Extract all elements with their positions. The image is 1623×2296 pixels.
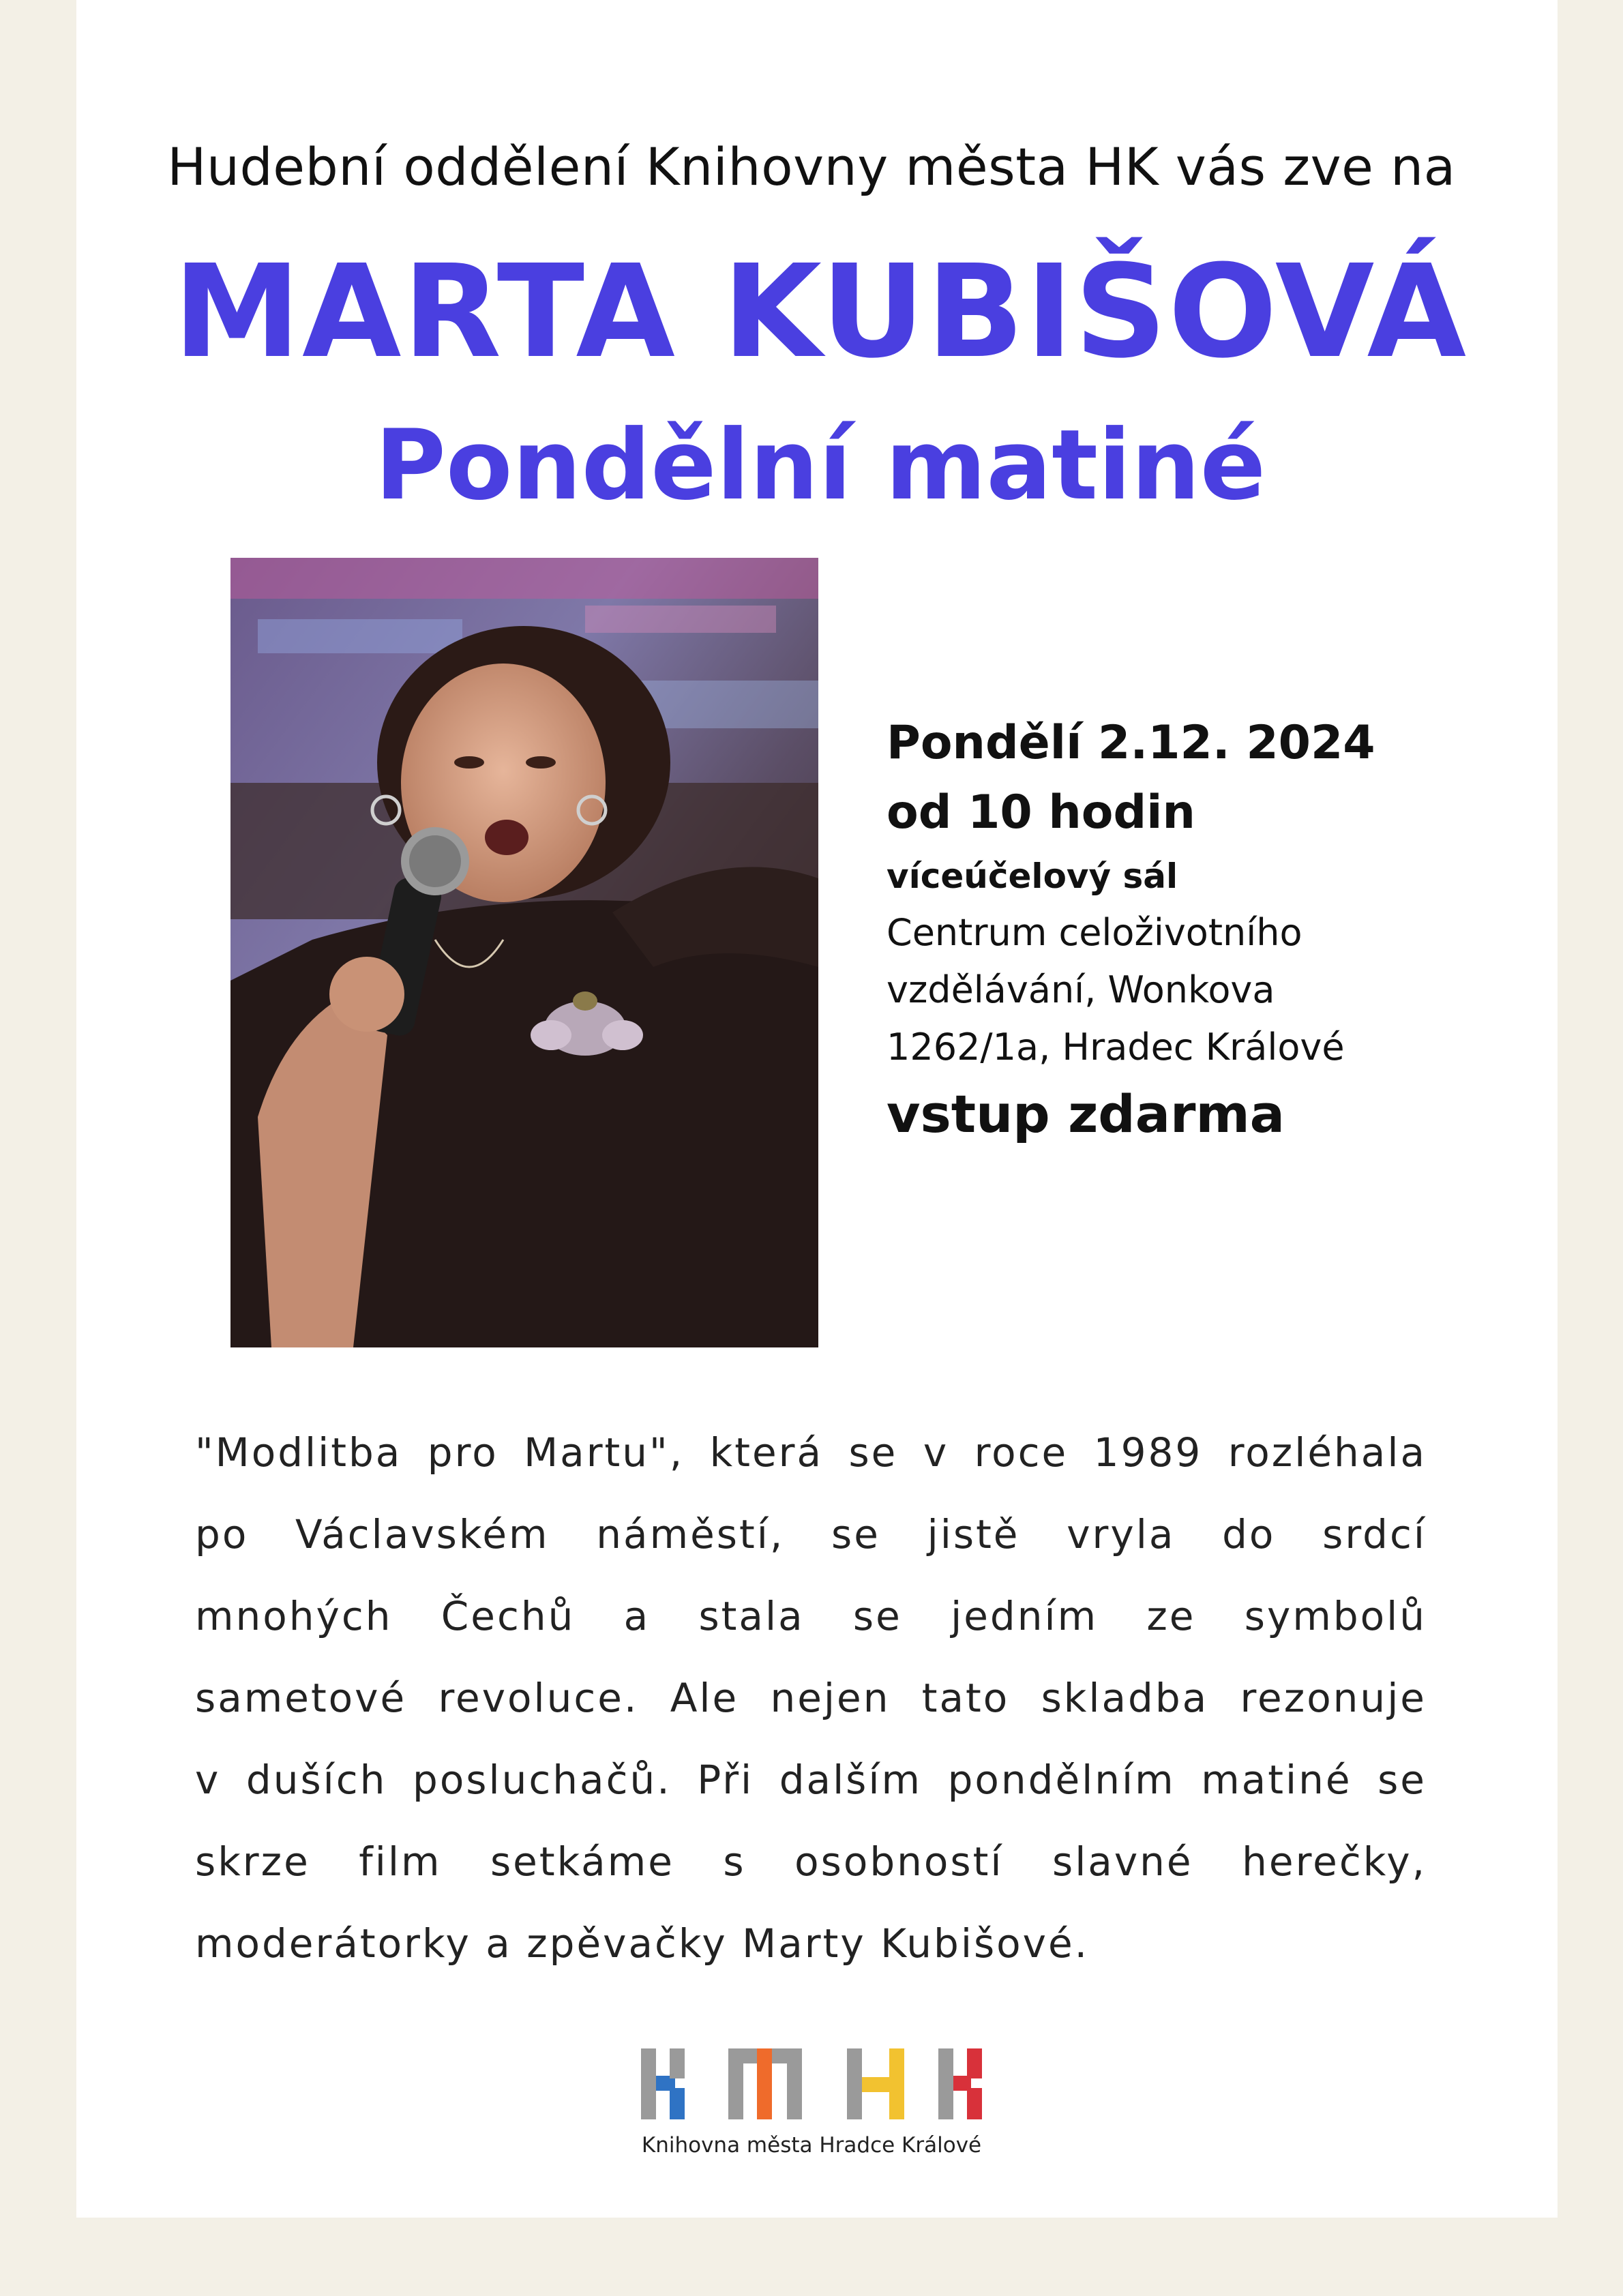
address-line: Centrum celoživotního <box>887 911 1302 954</box>
address-line: 1262/1a, Hradec Králové <box>887 1026 1345 1069</box>
address-line: vzdělávání, Wonkova <box>887 968 1275 1011</box>
description-line: "Modlitba pro Martu", která se v roce 1989 rozléhala <box>195 1429 1427 1476</box>
singer-photo-illustration <box>230 558 818 1347</box>
description-line: moderátorky a zpěvačky Marty Kubišové. <box>195 1920 1090 1967</box>
event-date: Pondělí 2.12. 2024 <box>887 716 1375 770</box>
logo-letter-k <box>641 2048 685 2119</box>
description-line: mnohých Čechů a stala se jedním ze symbolů <box>195 1593 1427 1639</box>
event-details <box>887 709 1500 1152</box>
kmhk-logo-mark <box>634 2043 989 2125</box>
entry-fee: vstup zdarma <box>887 1084 1285 1144</box>
logo-letter-h <box>847 2048 904 2119</box>
event-series-title: Pondělní matiné <box>374 409 1266 522</box>
library-logo <box>634 2043 989 2166</box>
event-time: od 10 hodin <box>887 786 1195 839</box>
description-line: skrze film setkáme s osobností slavné herečky, <box>195 1838 1427 1885</box>
performer-name: MARTA KUBIŠOVÁ <box>173 237 1468 387</box>
description-line: v duších posluchačů. Při dalším pondělním matiné se <box>195 1757 1427 1803</box>
logo-caption: Knihovna města Hradce Králové <box>641 2133 982 2158</box>
event-description <box>195 1412 1427 1984</box>
invitation-line: Hudební oddělení Knihovny města HK vás zve na <box>167 136 1456 197</box>
logo-letter-m <box>728 2048 802 2119</box>
logo-letter-k-2 <box>938 2048 982 2119</box>
event-hall: víceúčelový sál <box>887 856 1178 896</box>
description-line: po Václavském náměstí, se jistě vryla do srdcí <box>195 1511 1427 1557</box>
singer-photo <box>230 558 818 1347</box>
description-line: sametové revoluce. Ale nejen tato skladba rezonuje <box>195 1675 1427 1721</box>
